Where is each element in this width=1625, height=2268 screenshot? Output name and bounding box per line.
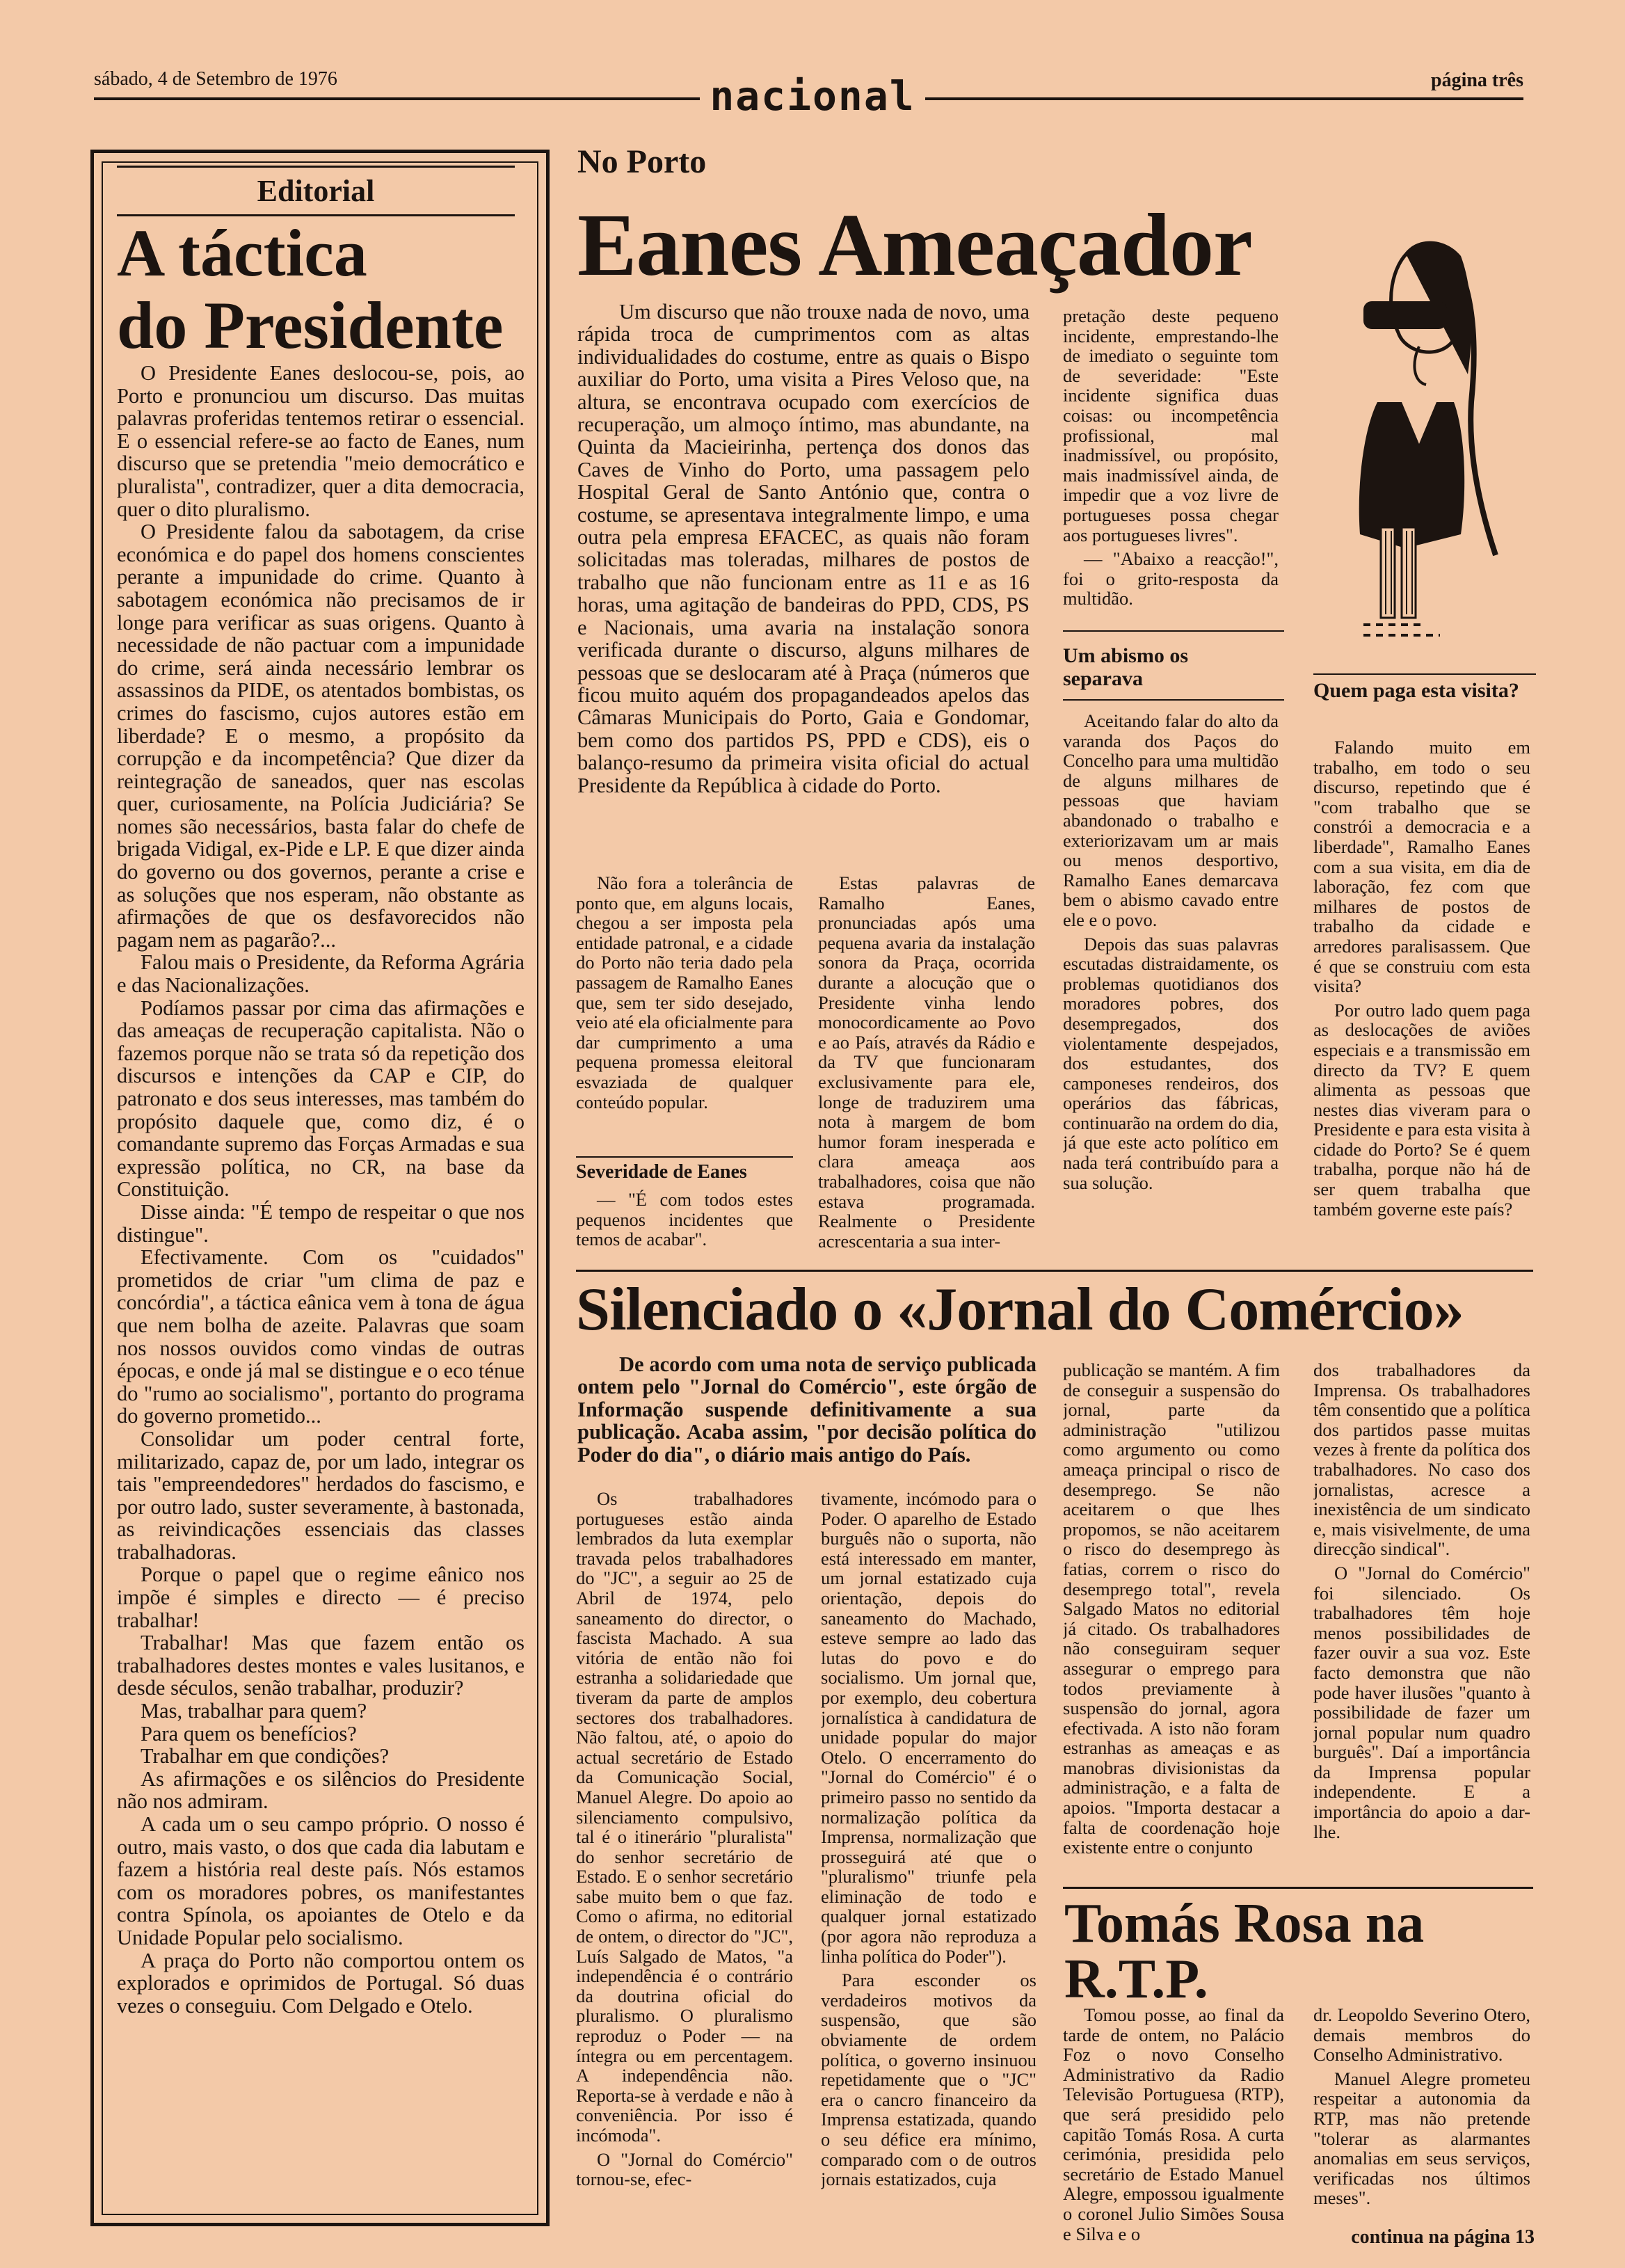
article-column: Aceitando falar do alto da varanda dos Paços do Concelho para uma multidão de alguns milhares de pessoas que haviam abandonado o trabalho e exteriorizavam um ar mais ou menos desportivo, Ramalho Eanes demarcava bem o abismo cavado entre ele e o povo. Depois das suas palavras escutadas distraidamente, os problemas quotidianos dos moradores pobres, dos desempregados, dos violentamente despejados, dos estudantes, dos camponeses rendeiros, dos operários das fábricas, continuarão na ordem do dia, já que este acto político em nada terá contribuído para a sua solução. [1063, 711, 1279, 1193]
subhead-rule [1063, 630, 1284, 632]
article-lead: De acordo com uma nota de serviço publicada ontem pelo "Jornal do Comércio", este órgão de Informação suspende definitivamente a sua publicação. Acaba assim, "por decisão política do Poder do dia", o diário mais antigo do País. [577, 1352, 1036, 1467]
issue-date: sábado, 4 de Setembro de 1976 [94, 68, 337, 90]
article-column: pretação deste pequeno incidente, emprestando-lhe de imediato o seguinte tom de severidade: "Este incidente significa duas coisas: ou incompetência profissional, mal inadmissível, ou propósito, mais inadmissível ainda, de impedir que a voz livre de portugueses possa chegar aos portugueses livres". — "Abaixo a reacção!", foi o grito-resposta da multidão. [1063, 306, 1279, 609]
article-column: Estas palavras de Ramalho Eanes, pronunciadas após uma pequena avaria da instalação sonora da Praça, ocorrida durante a alocução que o Presidente vinha lendo monocordicamente ao Povo e ao País, através da Rádio e da TV que funcionaram exclusivamente para ele, longe de traduzirem uma nota à margem de bom humor foram inesperada e clara ameaça aos trabalhadores, coisa que não estava programada. Realmente o Presidente acrescentaria a sua inter- [818, 873, 1035, 1252]
section-rule [576, 1270, 1533, 1272]
article-column: tivamente, incómodo para o Poder. O aparelho de Estado burguês não o suporta, não está interessado em manter, um jornal estatizado cuja orientação, depois do saneamento do Machado, esteve sempre ao lado das lutas do povo e do socialismo. Um jornal que, por exemplo, deu cobertura jornalística à candidatura de unidade popular do major Otelo. O encerramento do "Jornal do Comércio" é o primeiro passo no sentido da normalização política da Imprensa, normalização que prosseguirá até que o "pluralismo" triunfe pela eliminação de todo e qualquer jornal estatizado (por agora não reproduza a linha política do Poder"). Para esconder os verdadeiros motivos da suspensão, que são obviamente de ordem política, o governo insinuou repetidamente que o "JC" era o cancro financeiro da Imprensa estatizada, quando o seu défice era mínimo, comparado com o de outros jornais estatizados, cuja [821, 1489, 1036, 2190]
subhead-rule [576, 1156, 793, 1158]
article-headline: Eanes Ameaçador [577, 195, 1252, 294]
article-column: — "É com todos estes pequenos incidentes que temos de acabar". [576, 1190, 793, 1250]
article-column: Não fora a tolerância de ponto que, em alguns locais, chegou a ser imposta pela entidade patronal, e a cidade do Porto não teria dado pela passagem de Ramalho Eanes que, sem ter sido desejado, veio até ela oficialmente para dar cumprimento a uma pequena promessa eleitoral esvaziada de qualquer conteúdo popular. [576, 873, 793, 1112]
article-column: dr. Leopoldo Severino Otero, demais membros do Conselho Administrativo. Manuel Alegre prometeu respeitar a autonomia da RTP, mas não pretende "tolerar as alarmantes anomalias em seus serviços, verificadas nos últimos meses". [1313, 2005, 1530, 2209]
article-lead: Um discurso que não trouxe nada de novo, uma rápida troca de cumprimentos com as altas individualidades do costume, entre as quais o Bispo auxiliar do Porto, uma visita a Pires Veloso que, na altura, se encontrava ocupado com exercícios de recuperação, um almoço íntimo, mas abundante, na Quinta da Macieirinha, pertença dos donos das Caves de Vinho do Porto, uma passagem pelo Hospital Geral de Santo António que, contra o costume, se apresentava integralmente limpo, e uma outra pela empresa EFACEC, as quais não foram solicitadas mas toleradas, milhares de postos de trabalho que não funcionam entre as 11 e as 16 horas, uma agitação de bandeiras do PPD, CDS, PS e Nacionais, uma avaria na instalação sonora verificada durante o discurso, alguns milhares de pessoas que se deslocaram até à Praça (números que ficou muito aquém dos propagandeados apelos das Câmaras Municipais do Porto, Gaia e Gondomar, bem como dos partidos PS, PPD e CDS), eis o balanço-resumo da primeira visita oficial do actual Presidente da República à cidade do Porto. [577, 301, 1030, 797]
page-number: página três [1431, 70, 1523, 91]
section-rule [1063, 1887, 1533, 1889]
subhead-rule [1313, 673, 1536, 675]
section-title: nacional [0, 72, 1625, 120]
editorial-kicker: Editorial [117, 166, 515, 216]
article-headline: Silenciado o «Jornal do Comércio» [576, 1276, 1464, 1343]
article-column: Falando muito em trabalho, em todo o seu discurso, repetindo que é "com trabalho que se constrói a democracia e a liberdade", Ramalho Eanes com a sua visita, em dia de laboração, fez com que milhares de postos de trabalho da cidade e arredores paralisassem. Que é que se construiu com esta visita? Por outro lado quem paga as deslocações de aviões especiais e a transmissão em directo da TV? E quem alimenta as pessoas que nestes dias viveram para o Presidente e para esta visita à cidade do Porto? Se é quem trabalha, porque não há de ser quem trabalha que também governe este país? [1313, 737, 1530, 1220]
editorial-body: O Presidente Eanes deslocou-se, pois, ao Porto e pronunciou um discurso. Das muitas palavras proferidas tentemos retirar o essencial. E o essencial refere-se ao facto de Eanes, num discurso que se pretendia "meio democrático e pluralista", contradizer, quer a dita democracia, quer o dito pluralismo. O Presidente falou da sabotagem, da crise económica e do papel dos homens conscientes perante a impunidade do crime. Quanto à sabotagem económica não precisamos de ir longe para verificar as suas origens. Quanto à necessidade de não pactuar com a impunidade do crime, será ainda necessário lembrar os assassinos da PIDE, os atentados bombistas, os crimes do fascismo, cujos autores estão em liberdade? E o mesmo, a propósito da corrupção e da incompetência? Que dizer da reintegração de saneados, quer nas escolas quer, curiosamente, na Polícia Judiciária? Se nomes são necessários, basta falar do chefe de brigada Vidigal, ex-Pide e LP. E que dizer ainda do governo ou dos governos, perante a crise e as soluções que nos esperam, não obstante as afirmações de que os desfavorecidos não pagam nem as pagarão?... Falou mais o Presidente, da Reforma Agrária e das Nacionalizações. Podíamos passar por cima das afirmações e das ameaças de recuperação capitalista. Não o fazemos porque não se trata só da repetição dos discursos e intenções da CAP e CIP, do patronato e dos seus interesses, mas também do propósito daquele que, como diz, é o comandante supremo das Forças Armadas e sua expressão política, no CR, na base da Constituição. Disse ainda: "É tempo de respeitar o que nos distingue". Efectivamente. Com os "cuidados" prometidos de criar "um clima de paz e concórdia", a táctica eânica vem à tona de água que nem bolha de azeite. Palavras que soam nos nossos ouvidos como vindas de outras épocas, e onde já mal se distingue e o eco ténue do "rumo ao socialismo", portanto do programa do governo prometido... Consolidar um poder central forte, militarizado, capaz de, por um lado, integrar os tais "empreendedores" herdados do fascismo, e por outro lado, suster severamente, à bastonada, as reivindicações essenciais das classes trabalhadoras. Porque o papel que o regime eânico nos impõe é simples e directo — é preciso trabalhar! Trabalhar! Mas que fazem então os trabalhadores destes montes e vales lusitanos, e desde séculos, senão trabalhar, produzir? Mas, trabalhar para quem? Para quem os benefícios? Trabalhar em que condições? As afirmações e os silêncios do Presidente não nos admiram. A cada um o seu campo próprio. O nosso é outro, mais vasto, o dos que cada dia labutam e fazem a história real deste país. Nós estamos com os moradores pobres, os manifestantes contra Spínola, os apoiantes de Otelo e da Unidade Popular pelo socialismo. A praça do Porto não comportou ontem os explorados e oprimidos de Portugal. Só duas vezes o conseguiu. Com Delgado e Otelo. [117, 362, 525, 2018]
cartoon-illustration [1322, 221, 1530, 653]
article-column: Os trabalhadores portugueses estão ainda lembrados da luta exemplar travada pelos trabalhadores do "JC", a seguir ao 25 de Abril de 1974, pelo saneamento do director, o fascista Machado. A sua vitória de então não foi estranha a solidariedade que tiveram da parte de amplos sectores dos trabalhadores. Não faltou, até, o apoio do actual secretário de Estado da Comunicação Social, Manuel Alegre. Do apoio ao silenciamento compulsivo, tal é o itinerário "pluralista" do senhor secretário de Estado. E o senhor secretário sabe muito bem o que faz. Como o afirma, no editorial de ontem, o director do "JC", Luís Salgado de Matos, "a independência é o contrário da doutrina oficial do pluralismo. O pluralismo reproduz o Poder — na íntegra ou em percentagem. A independência não. Reporta-se à verdade e não à conveniência. Por isso é incómoda". O "Jornal do Comércio" tornou-se, efec- [576, 1489, 793, 2190]
article-headline: Tomás Rosa na R.T.P. [1064, 1893, 1425, 2010]
article-column: Tomou posse, ao final da tarde de ontem, no Palácio Foz o novo Conselho Administrativo da Radio Televisão Portuguesa (RTP), que será presidido pelo capitão Tomás Rosa. A curta cerimónia, presidida pelo secretário de Estado Manuel Alegre, empossou igualmente o coronel Julio Simões Sousa e Silva e o [1063, 2005, 1284, 2244]
article-column: dos trabalhadores da Imprensa. Os trabalhadores têm consentido que a política dos partidos passe muitas vezes à frente da política dos trabalhadores. No caso dos jornalistas, acresce a inexistência de um sindicato e, mais visivelmente, de uma direcção sindical". O "Jornal do Comércio" foi silenciado. Os trabalhadores têm hoje menos possibilidades de fazer ouvir a sua voz. Este facto demonstra que não pode haver ilusões "quanto à possibilidade de fazer um jornal popular num quadro burguês". Daí a importância da Imprensa popular independente. E a importância do apoio a dar-lhe. [1313, 1360, 1530, 1842]
continued-note: continua na página 13 [1351, 2226, 1535, 2248]
editorial-headline: A táctica do Presidente [117, 216, 504, 362]
subhead: Severidade de Eanes [576, 1161, 747, 1183]
subhead-rule [1063, 699, 1284, 701]
subhead: Um abismo os separava [1063, 644, 1189, 690]
subhead: Quem paga esta visita? [1313, 679, 1519, 702]
article-column: publicação se mantém. A fim de conseguir a suspensão do jornal, parte da administração "utilizou como argumento ou como ameaça principal o risco de desemprego. Se não aceitarem o que lhes propomos, se não aceitarem o risco do desemprego às fatias, correm o risco do desemprego total", revela Salgado Matos no editorial já citado. Os trabalhadores não conseguiram sequer assegurar o emprego para todos previamente à suspensão do jornal, agora efectivada. A isto não foram estranhas as ameaças e as manobras divisionistas da administração, e a falta de apoios. "Importa destacar a falta de coordenação hoje existente entre o conjunto [1063, 1360, 1280, 1858]
article-kicker: No Porto [577, 143, 707, 180]
